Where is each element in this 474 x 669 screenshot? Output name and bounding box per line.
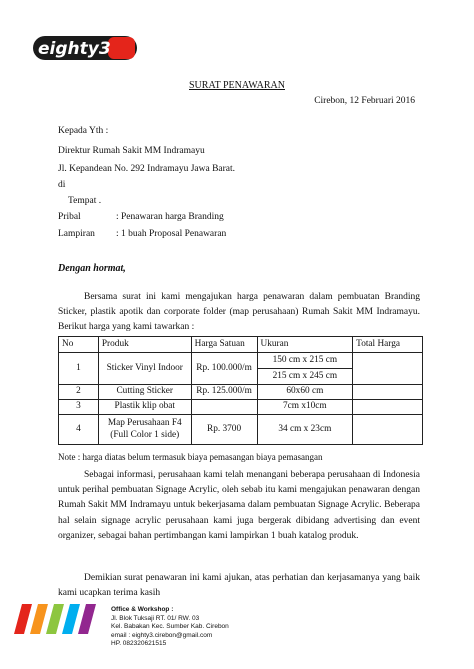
row-price: Rp. 125.000/m — [191, 385, 257, 400]
letter-date: Cirebon, 12 Februari 2016 — [314, 96, 415, 106]
row-size: 34 cm x 23cm — [257, 415, 353, 445]
row-size: 215 cm x 245 cm — [257, 369, 353, 385]
attachment-row — [58, 229, 226, 241]
footer-stripe — [30, 604, 48, 634]
row-product-cell — [98, 415, 191, 445]
closing-paragraph: Demikian surat penawaran ini kami ajukan, atas perhatian dan kerjasamanya yang baik kami ucapkan terima kasih — [58, 573, 420, 599]
row-product: Map Perusahaan F4 — [107, 417, 182, 428]
table-header: Ukuran — [257, 337, 353, 353]
footer-stripe — [78, 604, 96, 634]
row-total — [353, 415, 423, 445]
table-header: Total Harga — [353, 337, 423, 353]
row-price: Rp. 100.000/m — [191, 353, 257, 385]
row-product-sub: (Full Color 1 side) — [110, 429, 180, 440]
attachment-label: Lampiran — [58, 229, 95, 239]
price-note: Note : harga diatas belum termasuk biaya pemasangan biaya pemasangan — [58, 452, 323, 462]
subject-value: : Penawaran harga Branding — [116, 212, 224, 222]
table-row — [59, 385, 423, 400]
table-header: Produk — [98, 337, 191, 353]
price-table — [58, 336, 423, 445]
footer-line: email : eighty3.cirebon@gmail.com — [111, 631, 213, 639]
row-total — [353, 400, 423, 415]
table-row — [59, 415, 423, 445]
recipient-line: Jl. Kepandean No. 292 Indramayu Jawa Barat. — [58, 164, 236, 174]
footer-stripe — [14, 604, 32, 634]
row-no: 4 — [59, 415, 99, 445]
row-price — [191, 400, 257, 415]
row-no: 2 — [59, 385, 99, 400]
footer-stripe — [46, 604, 64, 634]
row-total — [353, 385, 423, 400]
footer-line: Jl. Blok Tuksaji RT. 01/ RW. 03 — [111, 614, 200, 622]
letter-title: SURAT PENAWARAN — [189, 80, 285, 91]
recipient-line: Direktur Rumah Sakit MM Indramayu — [58, 146, 205, 156]
footer-address — [111, 606, 229, 649]
recipient-line: di — [58, 180, 66, 190]
footer-line: HP. 082320621515 — [111, 640, 167, 648]
row-product: Sticker Vinyl Indoor — [98, 353, 191, 385]
logo-wordmark: eighty3 — [38, 39, 111, 59]
row-size: 7cm x10cm — [257, 400, 353, 415]
subject-row — [58, 212, 224, 224]
footer-stripe — [62, 604, 80, 634]
attachment-value: : 1 buah Proposal Penawaran — [116, 229, 227, 239]
row-total — [353, 353, 423, 385]
row-no: 3 — [59, 400, 99, 415]
intro-paragraph: Bersama surat ini kami mengajukan harga penawaran dalam pembuatan Branding Sticker, plastik apotik dan corporate folder (map perusahaan) Rumah Sakit MM Indramayu. Berikut harga yang kami tawarkan : — [58, 292, 420, 333]
info-paragraph: Sebagai informasi, perusahaan kami telah menangani beberapa perusahaan di Indonesia untuk perihal pembuatan Signage Acrylic, oleh sebab itu kami mengajukan penawaran dengan Rumah Sakit MM Indramayu untuk bekerjasama dalam pembuatan Signage Acrylic. Beberapa hal selain signage acrylic perusahaan kami juga bergerak dibidang advertising dan event organizer, sebagai bahan pertimbangan kami lampirkan 1 buah katalog produk. — [58, 470, 420, 541]
row-size: 60x60 cm — [257, 385, 353, 400]
row-no: 1 — [59, 353, 99, 385]
footer-heading: Office & Workshop : — [111, 606, 174, 613]
table-row — [59, 400, 423, 415]
recipient-line: Tempat . — [68, 196, 102, 206]
row-product: Cutting Sticker — [98, 385, 191, 400]
table-row — [59, 353, 423, 369]
row-price: Rp. 3700 — [191, 415, 257, 445]
table-header-row — [59, 337, 423, 353]
recipient-line: Kepada Yth : — [58, 126, 109, 136]
footer-line: Kel. Babakan Kec. Sumber Kab. Cirebon — [111, 623, 229, 631]
row-size: 150 cm x 215 cm — [257, 353, 353, 369]
subject-label: Pribal — [58, 212, 81, 222]
company-logo — [32, 34, 138, 62]
row-product: Plastik klip obat — [98, 400, 191, 415]
table-header: No — [59, 337, 99, 353]
table-header: Harga Satuan — [191, 337, 257, 353]
greeting: Dengan hormat, — [58, 263, 126, 274]
